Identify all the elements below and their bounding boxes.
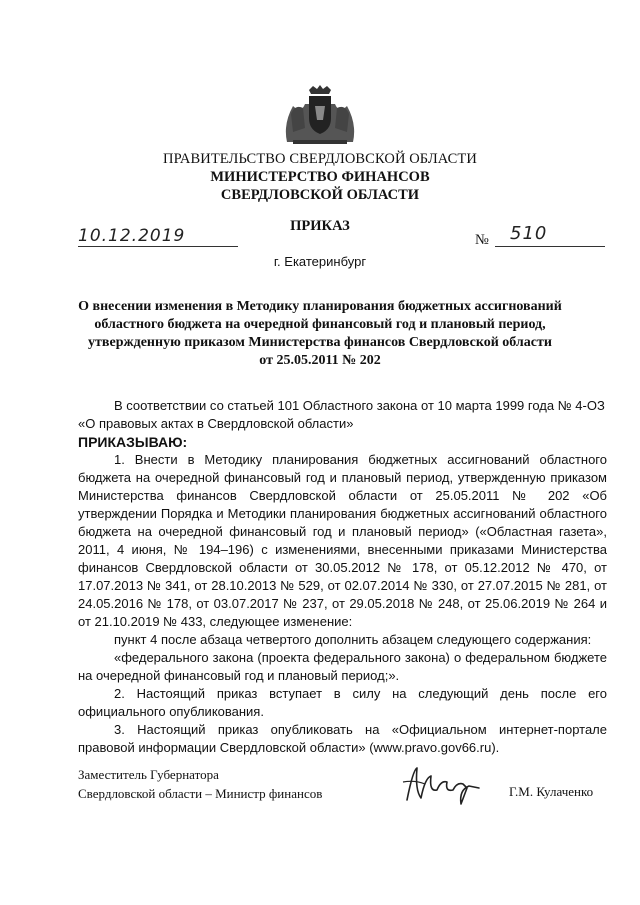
- number-label: №: [475, 232, 489, 248]
- item-1-subpoint: пункт 4 после абзаца четвертого дополнить абзацем следующего содержания:: [114, 632, 592, 647]
- position-line: Заместитель Губернатора: [78, 767, 219, 782]
- item-3: 3. Настоящий приказ опубликовать на «Официальном интернет-портале правовой информации Свердловской области» (www.pravo.gov66.ru).: [78, 722, 607, 755]
- ministry-name-line2: СВЕРДЛОВСКОЙ ОБЛАСТИ: [220, 187, 420, 203]
- signatory-position: [78, 765, 322, 803]
- title-line: областного бюджета на очередной финансовый год и плановый период,: [94, 317, 546, 332]
- ministry-name-line1: МИНИСТЕРСТВО ФИНАНСОВ: [210, 169, 430, 185]
- order-word: ПРИКАЗЫВАЮ:: [78, 434, 188, 450]
- order-title: [70, 298, 570, 370]
- title-line: утвержденную приказом Министерства финансов Свердловской области: [88, 335, 552, 350]
- position-line: Свердловской области – Министр финансов: [78, 786, 323, 801]
- preamble: В соответствии со статьей 101 Областного закона от 10 марта 1999 года № 4-ОЗ: [114, 398, 605, 413]
- order-number: 510: [510, 223, 548, 244]
- signatory-name: Г.М. Кулаченко: [509, 784, 594, 799]
- government-name: ПРАВИТЕЛЬСТВО СВЕРДЛОВСКОЙ ОБЛАСТИ: [163, 151, 477, 167]
- coat-of-arms-icon: [279, 84, 361, 148]
- document-type: ПРИКАЗ: [290, 218, 350, 234]
- date-underline: [78, 246, 238, 247]
- title-line: от 25.05.2011 № 202: [259, 353, 381, 368]
- item-2: 2. Настоящий приказ вступает в силу на следующий день после его официального опубликования.: [78, 686, 607, 719]
- order-body: [78, 397, 607, 757]
- handwritten-signature-icon: [395, 760, 495, 810]
- city: г. Екатеринбург: [273, 254, 367, 269]
- title-line: О внесении изменения в Методику планирования бюджетных ассигнований: [78, 299, 562, 314]
- preamble-continuation: «О правовых актах в Свердловской области»: [78, 416, 354, 431]
- number-underline: [495, 246, 605, 247]
- order-date: 10.12.2019: [78, 226, 186, 246]
- item-1-quote: «федерального закона (проекта федерального закона) о федеральном бюджете на очередной финансовый год и плановый период;».: [78, 650, 607, 683]
- item-1: 1. Внести в Методику планирования бюджетных ассигнований областного бюджета на очередной финансовый год и плановый период, утвержденную приказом Министерства финансов Свердловской области от 25.05.2011 № 202 «Об утверждении Порядка и Методики планирования бюджетных ассигнований областного бюджета на очередной финансовый год и плановый период» («Областная газета», 2011, 4 июня, № 194–196) с изменениями, внесенными приказами Министерства финансов Свердловской области от 30.05.2012 № 178, от 05.12.2012 № 470, от 17.07.2013 № 341, от 28.10.2013 № 529, от 02.07.2014 № 330, от 27.07.2015 № 281, от 24.05.2016 № 178, от 03.07.2017 № 237, от 29.05.2018 № 248, от 25.06.2019 № 264 и от 21.10.2019 № 433, следующее изменение:: [78, 452, 607, 629]
